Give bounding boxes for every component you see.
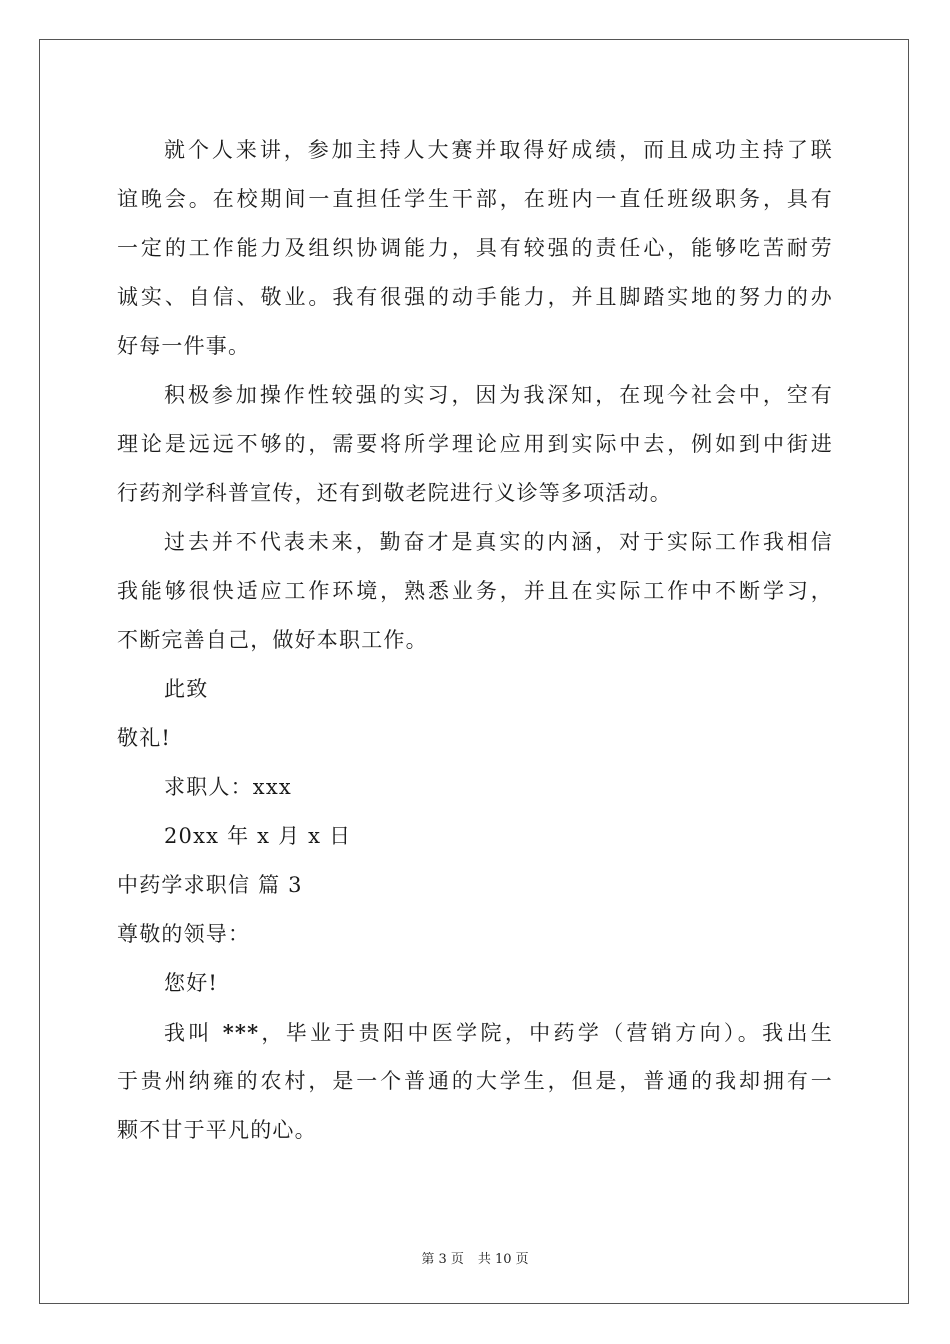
- intro-rest: ，毕业于贵阳中医学院，中药学（营销方向）。我出生: [259, 1021, 833, 1045]
- applicant-name: ***: [222, 1020, 260, 1045]
- paragraph-line: 积极参加操作性较强的实习，因为我深知，在现今社会中，空有: [164, 383, 833, 407]
- paragraph-line: 行药剂学科普宣传，还有到敬老院进行义诊等多项活动。: [117, 481, 672, 505]
- paragraph-line: 不断完善自己，做好本职工作。: [117, 628, 428, 652]
- paragraph-line: 理论是远远不够的，需要将所学理论应用到实际中去，例如到中街进: [117, 432, 833, 456]
- paragraph-line: 我能够很快适应工作环境，熟悉业务，并且在实际工作中不断学习，: [117, 579, 833, 603]
- paragraph-line: 就个人来讲，参加主持人大赛并取得好成绩，而且成功主持了联: [164, 138, 833, 162]
- paragraph-line: 谊晚会。在校期间一直担任学生干部，在班内一直任班级职务，具有: [117, 187, 833, 211]
- section-title: 中药学求职信 篇 3: [117, 873, 303, 897]
- paragraph-line: 颗不甘于平凡的心。: [117, 1118, 317, 1142]
- greeting: 您好!: [164, 971, 219, 995]
- paragraph-line: 于贵州纳雍的农村，是一个普通的大学生，但是，普通的我却拥有一: [117, 1069, 833, 1093]
- paragraph-line: 一定的工作能力及组织协调能力，具有较强的责任心，能够吃苦耐劳: [117, 236, 833, 260]
- applicant-signature: 求职人：xxx: [164, 775, 292, 799]
- paragraph-line: 好每一件事。: [117, 334, 251, 358]
- paragraph-line: 过去并不代表未来，勤奋才是真实的内涵，对于实际工作我相信: [164, 530, 833, 554]
- total-pages: 共 10 页: [477, 1252, 529, 1267]
- salutation: 尊敬的领导：: [117, 922, 251, 946]
- letter-date: 20xx 年 x 月 x 日: [164, 824, 352, 848]
- paragraph-line: 诚实、自信、敬业。我有很强的动手能力，并且脚踏实地的努力的办: [117, 285, 833, 309]
- closing-jing-li: 敬礼!: [117, 726, 172, 750]
- intro-prefix: 我叫: [164, 1021, 223, 1045]
- paragraph-line: [117, 1008, 833, 1057]
- closing-ci-zhi: 此致: [164, 677, 209, 701]
- letter-body: [117, 126, 833, 1155]
- page-footer: [0, 1248, 950, 1267]
- page-number: 第 3 页: [421, 1252, 464, 1267]
